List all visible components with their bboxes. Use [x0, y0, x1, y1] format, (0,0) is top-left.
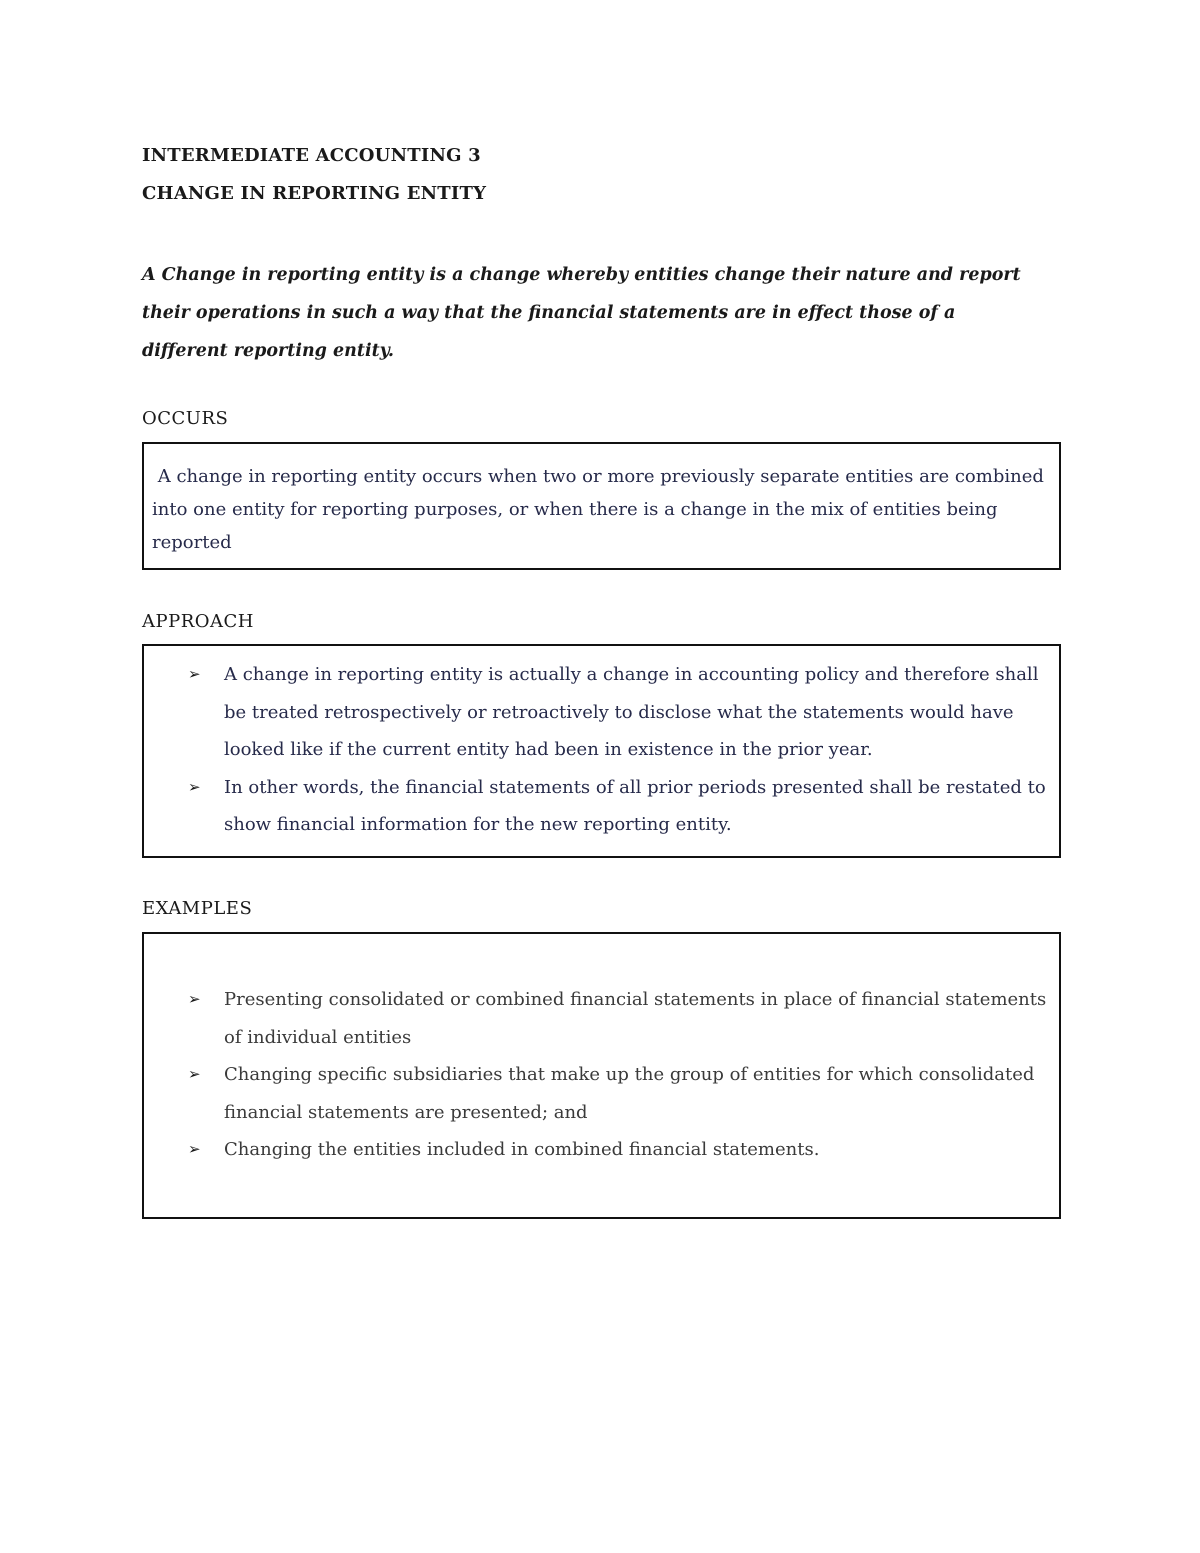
occurs-heading: OCCURS: [142, 408, 229, 429]
list-item-text: Presenting consolidated or combined financial statements in place of financial statements of individual entities: [224, 989, 1047, 1048]
list-item: [144, 769, 1057, 844]
list-item-text: Changing the entities included in combined financial statements.: [224, 1139, 820, 1160]
topic-title: CHANGE IN REPORTING ENTITY: [142, 183, 487, 204]
list-item-text: In other words, the financial statements of all prior periods presented shall be restated to show financial information for the new reporting entity.: [224, 776, 1046, 835]
definition-paragraph: A Change in reporting entity is a change whereby entities change their nature and report their operations in such a way that the financial statements are in effect those of a different reporting entity.: [142, 265, 1021, 361]
list-item-text: A change in reporting entity is actually a change in accounting policy and therefore shall be treated retrospectively or retroactively to disclose what the statements would have looked like if the current entity had been in existence in the prior year.: [224, 664, 1039, 760]
examples-box: [142, 932, 1061, 1219]
arrow-bullet-icon: ➢: [188, 1140, 201, 1158]
approach-box: [142, 644, 1061, 858]
course-title: INTERMEDIATE ACCOUNTING 3: [142, 145, 481, 166]
examples-heading: EXAMPLES: [142, 898, 253, 919]
approach-heading: APPROACH: [142, 611, 254, 632]
arrow-bullet-icon: ➢: [188, 990, 201, 1008]
examples-list: [144, 981, 1057, 1169]
list-item-text: Changing specific subsidiaries that make up the group of entities for which consolidated financial statements are presented; and: [224, 1064, 1035, 1123]
arrow-bullet-icon: ➢: [188, 777, 201, 796]
approach-list: [144, 656, 1057, 844]
occurs-text: [152, 460, 1047, 559]
occurs-text-content: A change in reporting entity occurs when two or more previously separate entities are combined into one entity for reporting purposes, or when there is a change in the mix of entities being reported: [152, 466, 1044, 553]
list-item: [144, 656, 1057, 769]
arrow-bullet-icon: ➢: [188, 1065, 201, 1083]
list-item: [144, 981, 1057, 1056]
occurs-box: [142, 442, 1061, 570]
arrow-bullet-icon: ➢: [188, 665, 201, 683]
list-item: [144, 1131, 1057, 1169]
list-item: [144, 1056, 1057, 1131]
